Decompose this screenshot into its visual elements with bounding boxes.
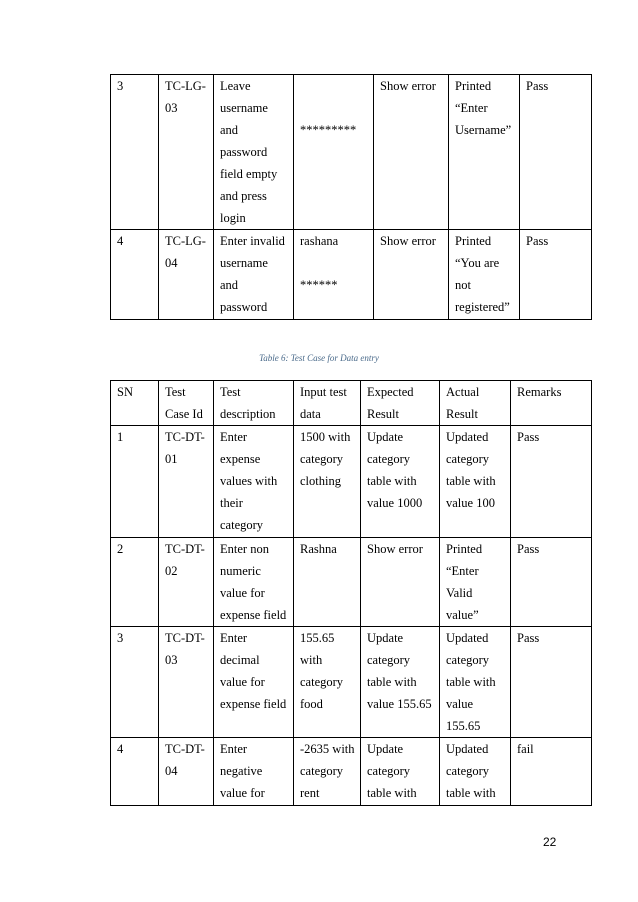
table-cell: 2: [111, 538, 159, 627]
table-cell: fail: [511, 738, 592, 806]
column-header: Actual Result: [440, 381, 511, 426]
table-cell: 3: [111, 627, 159, 738]
column-header: SN: [111, 381, 159, 426]
table-row: [111, 627, 592, 738]
table-cell: 1500 with category clothing: [294, 426, 361, 538]
table-cell: rashana ******: [294, 230, 374, 320]
column-header: Expected Result: [361, 381, 440, 426]
table-row: [111, 738, 592, 806]
table-cell: Printed “Enter Username”: [449, 75, 520, 230]
page-number: 22: [543, 835, 557, 849]
table-cell: TC-DT- 03: [159, 627, 214, 738]
table-cell: Show error: [361, 538, 440, 627]
column-header: Remarks: [511, 381, 592, 426]
table-cell: Rashna: [294, 538, 361, 627]
table-cell: Enter decimal value for expense field: [214, 627, 294, 738]
table-cell: Updated category table with: [440, 738, 511, 806]
table-cell: Printed “You are not registered”: [449, 230, 520, 320]
table-cell: Enter non numeric value for expense field: [214, 538, 294, 627]
column-header: Input test data: [294, 381, 361, 426]
table-cell: Enter negative value for: [214, 738, 294, 806]
table-cell: Enter invalid username and password: [214, 230, 294, 320]
table-row: [111, 538, 592, 627]
table-header-row: [111, 381, 592, 426]
table-cell: Updated category table with value 100: [440, 426, 511, 538]
table-cell: Update category table with value 155.65: [361, 627, 440, 738]
table-cell: Update category table with: [361, 738, 440, 806]
table-cell: 4: [111, 738, 159, 806]
login-test-table: [110, 74, 592, 320]
table-cell: *********: [294, 75, 374, 230]
table-cell: Updated category table with value 155.65: [440, 627, 511, 738]
table-cell: TC-DT- 04: [159, 738, 214, 806]
table-cell: 1: [111, 426, 159, 538]
table-cell: Pass: [520, 75, 592, 230]
table-cell: Pass: [511, 538, 592, 627]
column-header: Test description: [214, 381, 294, 426]
table-cell: Printed “Enter Valid value”: [440, 538, 511, 627]
table-cell: 3: [111, 75, 159, 230]
table-row: [111, 75, 592, 230]
table-cell: 155.65 with category food: [294, 627, 361, 738]
column-header: Test Case Id: [159, 381, 214, 426]
table-cell: TC-LG- 04: [159, 230, 214, 320]
table-cell: TC-DT- 02: [159, 538, 214, 627]
table-row: [111, 426, 592, 538]
table-cell: -2635 with category rent: [294, 738, 361, 806]
table-cell: Update category table with value 1000: [361, 426, 440, 538]
table-row: [111, 230, 592, 320]
table-cell: Show error: [374, 75, 449, 230]
table-cell: TC-LG- 03: [159, 75, 214, 230]
table-cell: 4: [111, 230, 159, 320]
table-cell: Pass: [520, 230, 592, 320]
table-cell: Pass: [511, 627, 592, 738]
table-cell: Show error: [374, 230, 449, 320]
table-cell: Pass: [511, 426, 592, 538]
table-cell: Leave username and password field empty and press login: [214, 75, 294, 230]
table-caption: Table 6: Test Case for Data entry: [259, 353, 379, 363]
table-cell: Enter expense values with their category: [214, 426, 294, 538]
data-entry-test-table: [110, 380, 592, 806]
table-cell: TC-DT- 01: [159, 426, 214, 538]
